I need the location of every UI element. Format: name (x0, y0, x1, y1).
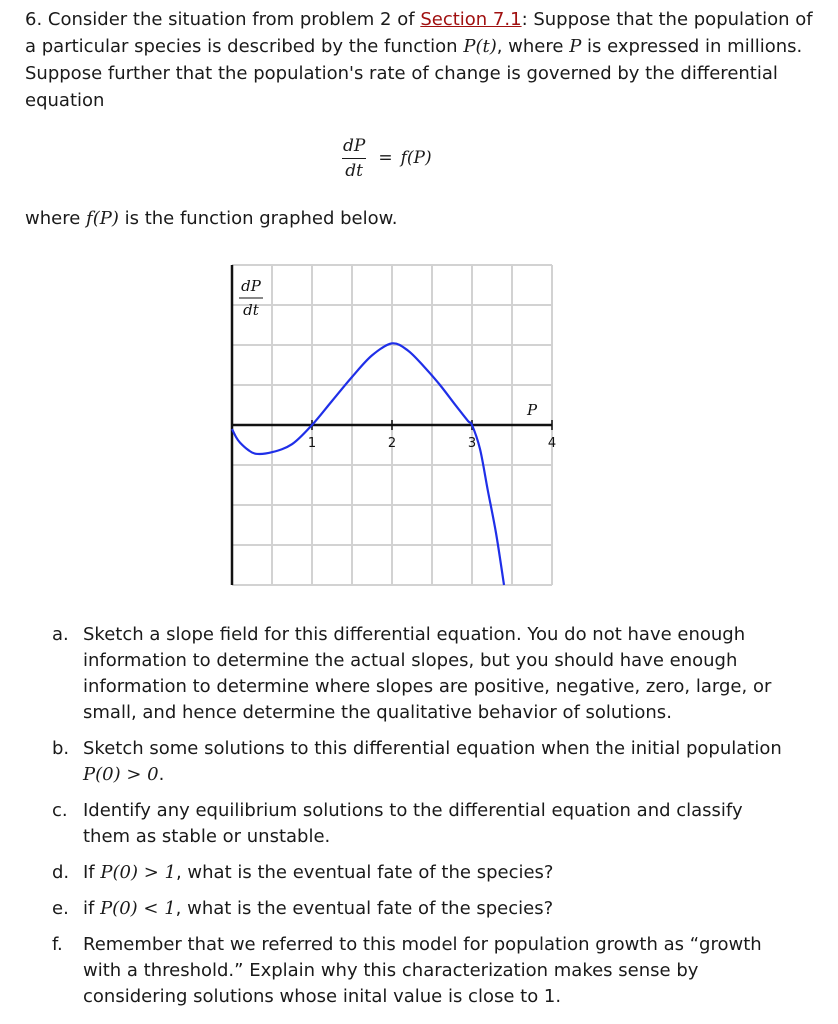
part-text (83, 736, 792, 788)
graph-caption (25, 205, 397, 232)
question-parts (52, 622, 792, 1020)
intro-c: is expressed in millions. Suppose further that the population's rate of change is governed by the differential equation (25, 36, 803, 111)
inline-math: P(0) > 1 (100, 862, 176, 883)
text-segment: Sketch a slope field for this differential equation. You do not have enough information to determine the actual slopes, but you should have enough information to determine where slopes are positive, negative, zero, large, or small, and hence determine the qualitative behavior of solutions. (83, 624, 772, 723)
y-axis-label-denominator: dt (243, 301, 259, 319)
part-text (83, 860, 792, 886)
question-part (52, 932, 792, 1010)
part-text (83, 896, 792, 922)
x-axis-label: P (526, 401, 538, 419)
text-segment: , what is the eventual fate of the species? (175, 862, 554, 883)
part-text (83, 932, 792, 1010)
x-tick-label: 3 (467, 436, 477, 451)
question-part (52, 860, 792, 886)
where-pre: where (25, 208, 81, 229)
question-part (52, 622, 792, 726)
text-segment: Sketch some solutions to this differential equation when the initial population (83, 738, 782, 759)
part-text (83, 622, 792, 726)
text-segment: if (83, 898, 101, 919)
equation-rhs (378, 148, 431, 168)
section-link[interactable]: Section 7.1 (420, 9, 522, 30)
problem-intro (25, 6, 815, 114)
rhs-expression: f(P) (400, 148, 432, 168)
question-part (52, 736, 792, 788)
equals-sign: = (378, 148, 393, 168)
intro-pre: Consider the situation from problem 2 of (47, 9, 415, 30)
problem-number: 6. (25, 9, 43, 30)
part-marker: f. (52, 934, 63, 955)
part-text (83, 798, 792, 850)
math-P: P (569, 36, 582, 57)
x-tick-label: 4 (547, 436, 557, 451)
inline-math: P(0) < 1 (100, 898, 176, 919)
y-axis-label-numerator: dP (241, 277, 261, 295)
text-segment: Identify any equilibrium solutions to the differential equation and classify them as stable or unstable. (83, 800, 743, 847)
part-marker: a. (52, 624, 69, 645)
series-line-f-of-P (232, 343, 504, 585)
fraction-denominator: dt (342, 158, 366, 181)
math-P-of-t: P(t) (463, 36, 497, 57)
text-segment: . (158, 764, 165, 785)
text-segment: If (83, 862, 101, 883)
intro-b: , where (496, 36, 564, 57)
text-segment: , what is the eventual fate of the species? (175, 898, 554, 919)
question-part (52, 798, 792, 850)
part-marker: e. (52, 898, 69, 919)
x-tick-label: 1 (307, 436, 317, 451)
where-post: is the function graphed below. (124, 208, 398, 229)
text-segment: Remember that we referred to this model for population growth as “growth with a threshold.” Explain why this characterization makes sense by considering solutions whose inital value is close to 1. (83, 934, 762, 1007)
fraction-numerator: dP (343, 135, 366, 156)
math-f-of-P: f(P) (86, 208, 119, 229)
part-marker: c. (52, 800, 68, 821)
inline-math: P(0) > 0 (83, 764, 159, 785)
intro-a: : Suppose that the population of a particular species is described by the function (25, 9, 813, 57)
question-part (52, 896, 792, 922)
part-marker: b. (52, 738, 70, 759)
differential-equation (340, 132, 432, 184)
derivative-fraction (340, 136, 368, 181)
x-tick-label: 2 (387, 436, 397, 451)
part-marker: d. (52, 862, 70, 883)
